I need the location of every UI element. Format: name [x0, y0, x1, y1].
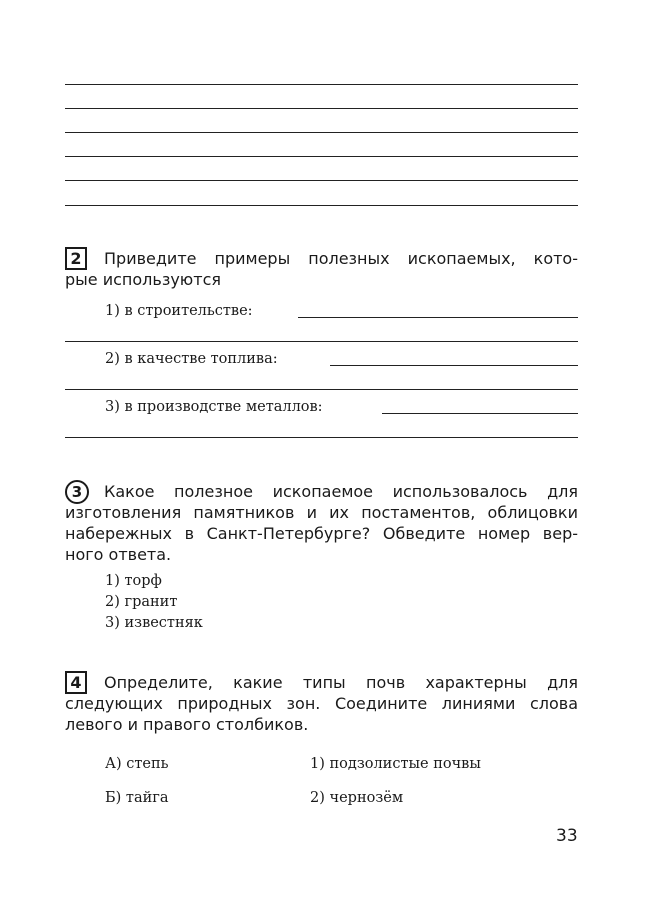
question-4-text-line-2: следующих природных зон. Соедините линиями слова	[65, 694, 578, 713]
question-4-text-line-1: Определите, какие типы почв характерны для	[104, 673, 578, 692]
answer-line[interactable]	[65, 205, 578, 206]
question-3-option-1[interactable]: 1) торф	[105, 573, 162, 589]
question-2-text-line-2: рые используются	[65, 270, 222, 289]
answer-line[interactable]	[65, 108, 578, 109]
question-2-number: 2	[65, 247, 87, 270]
answer-line[interactable]	[65, 389, 578, 390]
left-column-item-b[interactable]: Б) тайга	[105, 790, 169, 806]
answer-line[interactable]	[65, 132, 578, 133]
question-3-text-line-1: Какое полезное ископаемое использовалось для	[104, 482, 578, 501]
left-column-item-a[interactable]: А) степь	[105, 756, 169, 772]
question-3-text-line-4: ного ответа.	[65, 545, 172, 564]
question-3-text-line-2: изготовления памятников и их постаментов, облицовки	[65, 503, 578, 522]
question-4-text-line-3: левого и правого столбиков.	[65, 715, 309, 734]
answer-line[interactable]	[65, 341, 578, 342]
answer-line[interactable]	[65, 180, 578, 181]
question-2-item-3: 3) в производстве металлов:	[105, 399, 323, 415]
question-3-option-2[interactable]: 2) гранит	[105, 594, 178, 610]
right-column-item-1[interactable]: 1) подзолистые почвы	[310, 756, 481, 772]
question-2-item-2: 2) в качестве топлива:	[105, 351, 278, 367]
right-column-item-2[interactable]: 2) чернозём	[310, 790, 404, 806]
answer-line[interactable]	[65, 437, 578, 438]
answer-line[interactable]	[382, 413, 578, 414]
answer-line[interactable]	[298, 317, 578, 318]
question-3-option-3[interactable]: 3) известняк	[105, 615, 203, 631]
answer-line[interactable]	[65, 156, 578, 157]
page-number: 33	[556, 826, 578, 846]
question-2-item-1: 1) в строительстве:	[105, 303, 253, 319]
question-3-number: 3	[65, 480, 89, 504]
question-2-text-line-1: Приведите примеры полезных ископаемых, кото-	[104, 249, 578, 268]
answer-line[interactable]	[330, 365, 578, 366]
question-3-text-line-3: набережных в Санкт-Петербурге? Обведите номер вер-	[65, 524, 578, 543]
answer-line[interactable]	[65, 84, 578, 85]
question-4-number: 4	[65, 671, 87, 694]
